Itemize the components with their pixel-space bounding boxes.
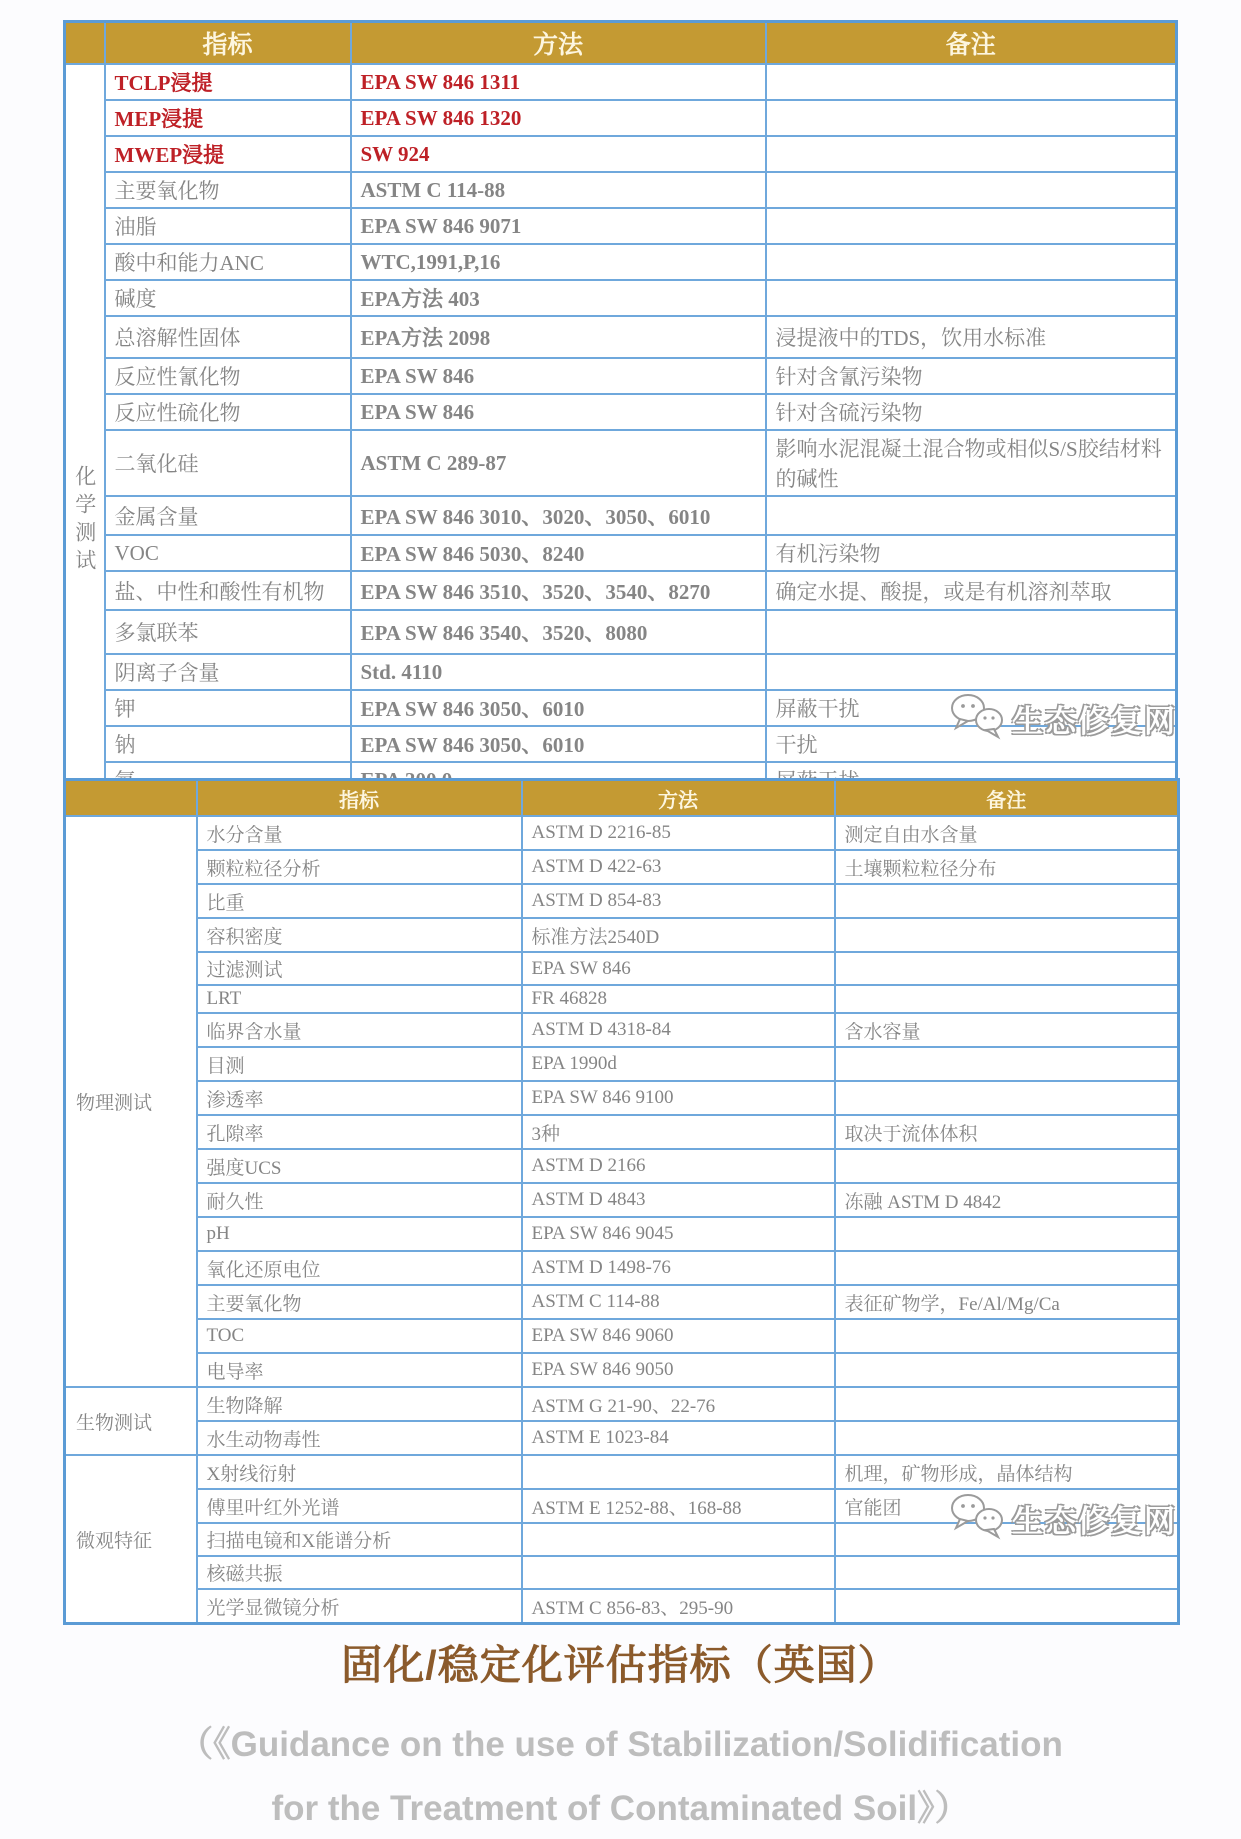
cell-method: ASTM C 114-88 xyxy=(351,172,766,208)
cell-note: 干扰 xyxy=(766,726,1177,762)
table-row xyxy=(65,1556,1179,1589)
cell-note xyxy=(835,1387,1179,1421)
cell-indicator: 强度UCS xyxy=(197,1149,522,1183)
cell-indicator: 主要氧化物 xyxy=(197,1285,522,1319)
table-row xyxy=(65,1319,1179,1353)
chemical-table-header xyxy=(65,22,1177,65)
table-row xyxy=(65,1081,1179,1115)
cell-indicator: 生物降解 xyxy=(197,1387,522,1421)
subtitle-line-2: for the Treatment of Contaminated Soil》） xyxy=(271,1789,970,1828)
cell-indicator: 孔隙率 xyxy=(197,1115,522,1149)
cell-note: 浸提液中的TDS，饮用水标准 xyxy=(766,316,1177,358)
cell-method: ASTM G 21-90、22-76 xyxy=(522,1387,835,1421)
cell-method: ASTM C 856-83、295-90 xyxy=(522,1589,835,1624)
cell-method: Std. 4110 xyxy=(351,654,766,690)
cell-indicator: 目测 xyxy=(197,1047,522,1081)
cell-indicator: 油脂 xyxy=(105,208,351,244)
cell-note xyxy=(766,208,1177,244)
cell-indicator: 光学显微镜分析 xyxy=(197,1589,522,1624)
table-row xyxy=(65,1489,1179,1523)
table-row xyxy=(65,1183,1179,1217)
cell-note xyxy=(835,1081,1179,1115)
cell-note xyxy=(766,172,1177,208)
table-row xyxy=(65,244,1177,280)
cell-method: EPA方法 403 xyxy=(351,280,766,316)
cell-method: ASTM D 854-83 xyxy=(522,884,835,918)
cell-method: EPA SW 846 1311 xyxy=(351,64,766,100)
table-row xyxy=(65,610,1177,654)
cell-indicator: TOC xyxy=(197,1319,522,1353)
cell-note: 取决于流体体积 xyxy=(835,1115,1179,1149)
cell-note xyxy=(766,654,1177,690)
cell-indicator: 酸中和能力ANC xyxy=(105,244,351,280)
subtitle-line-1: （《Guidance on the use of Stabilization/Solidification xyxy=(178,1725,1063,1764)
cell-method: ASTM E 1252-88、168-88 xyxy=(522,1489,835,1523)
cell-method: EPA SW 846 3010、3020、3050、6010 xyxy=(351,496,766,535)
header-indicator: 指标 xyxy=(105,22,351,65)
physical-table-header xyxy=(65,780,1179,817)
cell-indicator: 阴离子含量 xyxy=(105,654,351,690)
cell-note xyxy=(835,1589,1179,1624)
cell-method: EPA SW 846 9060 xyxy=(522,1319,835,1353)
cell-indicator: 多氯联苯 xyxy=(105,610,351,654)
cell-note xyxy=(766,100,1177,136)
cell-indicator: 水生动物毒性 xyxy=(197,1421,522,1455)
cell-note xyxy=(835,952,1179,985)
cell-indicator: 反应性硫化物 xyxy=(105,394,351,430)
cell-method: EPA SW 846 9071 xyxy=(351,208,766,244)
cell-indicator: 钠 xyxy=(105,726,351,762)
table-row xyxy=(65,358,1177,394)
cell-note xyxy=(835,1047,1179,1081)
table-row xyxy=(65,850,1179,884)
table-row xyxy=(65,884,1179,918)
cell-method: WTC,1991,P,16 xyxy=(351,244,766,280)
cell-note xyxy=(835,1523,1179,1556)
cell-indicator: 总溶解性固体 xyxy=(105,316,351,358)
cell-note xyxy=(835,1556,1179,1589)
cell-note: 官能团 xyxy=(835,1489,1179,1523)
table-row xyxy=(65,654,1177,690)
cell-method: ASTM D 4843 xyxy=(522,1183,835,1217)
cell-method: EPA SW 846 3510、3520、3540、8270 xyxy=(351,571,766,610)
table-row xyxy=(65,316,1177,358)
table-row xyxy=(65,816,1179,850)
table-row xyxy=(65,918,1179,952)
table-row xyxy=(65,1523,1179,1556)
table-row xyxy=(65,172,1177,208)
cell-note: 表征矿物学，Fe/Al/Mg/Ca xyxy=(835,1285,1179,1319)
table-row xyxy=(65,952,1179,985)
cell-note xyxy=(766,244,1177,280)
header-indicator: 指标 xyxy=(197,780,522,817)
cell-note: 屏蔽干扰 xyxy=(766,690,1177,726)
cell-note xyxy=(766,136,1177,172)
table-row xyxy=(65,136,1177,172)
table-row xyxy=(65,1047,1179,1081)
cell-indicator: 渗透率 xyxy=(197,1081,522,1115)
table-row xyxy=(65,1217,1179,1251)
cell-method: EPA 1990d xyxy=(522,1047,835,1081)
table-row xyxy=(65,430,1177,496)
cell-indicator: 耐久性 xyxy=(197,1183,522,1217)
cell-method: EPA SW 846 5030、8240 xyxy=(351,535,766,571)
table-row xyxy=(65,1589,1179,1624)
cell-method: EPA SW 846 xyxy=(522,952,835,985)
table-row xyxy=(65,985,1179,1013)
cell-note: 针对含硫污染物 xyxy=(766,394,1177,430)
cell-indicator: TCLP浸提 xyxy=(105,64,351,100)
cell-note: 土壤颗粒粒径分布 xyxy=(835,850,1179,884)
cell-method: EPA SW 846 3050、6010 xyxy=(351,690,766,726)
header-method: 方法 xyxy=(351,22,766,65)
header-corner-cell xyxy=(65,780,197,817)
table-row xyxy=(65,535,1177,571)
table-row xyxy=(65,208,1177,244)
physical-table-body xyxy=(65,816,1179,1624)
cell-indicator: MWEP浸提 xyxy=(105,136,351,172)
cell-indicator: VOC xyxy=(105,535,351,571)
cell-method: EPA SW 846 1320 xyxy=(351,100,766,136)
cell-indicator: 过滤测试 xyxy=(197,952,522,985)
cell-indicator: pH xyxy=(197,1217,522,1251)
header-note: 备注 xyxy=(835,780,1179,817)
table-row xyxy=(65,1421,1179,1455)
table-row xyxy=(65,726,1177,762)
cell-indicator: 扫描电镜和X能谱分析 xyxy=(197,1523,522,1556)
cell-method: 3种 xyxy=(522,1115,835,1149)
cell-method: EPA SW 846 9100 xyxy=(522,1081,835,1115)
table-row xyxy=(65,1115,1179,1149)
table-row xyxy=(65,394,1177,430)
header-corner-cell xyxy=(65,22,105,65)
cell-indicator: 傅里叶红外光谱 xyxy=(197,1489,522,1523)
table-row xyxy=(65,690,1177,726)
cell-note xyxy=(835,918,1179,952)
cell-method: EPA SW 846 3540、3520、8080 xyxy=(351,610,766,654)
cell-indicator: LRT xyxy=(197,985,522,1013)
cell-indicator: 反应性氰化物 xyxy=(105,358,351,394)
cell-note: 测定自由水含量 xyxy=(835,816,1179,850)
cell-note: 影响水泥混凝土混合物或相似S/S胶结材料的碱性 xyxy=(766,430,1177,496)
cell-method xyxy=(522,1523,835,1556)
cell-indicator: 二氧化硅 xyxy=(105,430,351,496)
cell-method: ASTM D 4318-84 xyxy=(522,1013,835,1047)
table-row xyxy=(65,571,1177,610)
cell-indicator: 主要氧化物 xyxy=(105,172,351,208)
cell-method: 标准方法2540D xyxy=(522,918,835,952)
header-note: 备注 xyxy=(766,22,1177,65)
cell-method: ASTM C 114-88 xyxy=(522,1285,835,1319)
table-row xyxy=(65,1251,1179,1285)
cell-method: EPA SW 846 xyxy=(351,358,766,394)
table-row xyxy=(65,100,1177,136)
cell-method: ASTM E 1023-84 xyxy=(522,1421,835,1455)
cell-method: EPA SW 846 3050、6010 xyxy=(351,726,766,762)
cell-method: ASTM C 289-87 xyxy=(351,430,766,496)
cell-note xyxy=(835,985,1179,1013)
table-row xyxy=(65,1013,1179,1047)
cell-indicator: 容积密度 xyxy=(197,918,522,952)
cell-note: 有机污染物 xyxy=(766,535,1177,571)
cell-method: ASTM D 422-63 xyxy=(522,850,835,884)
cell-note xyxy=(835,1149,1179,1183)
cell-method: SW 924 xyxy=(351,136,766,172)
cell-indicator: MEP浸提 xyxy=(105,100,351,136)
cell-method xyxy=(522,1455,835,1489)
table-row xyxy=(65,1455,1179,1489)
page-subtitle xyxy=(0,1713,1241,1839)
cell-method: EPA SW 846 9045 xyxy=(522,1217,835,1251)
cell-note: 含水容量 xyxy=(835,1013,1179,1047)
cell-method: FR 46828 xyxy=(522,985,835,1013)
cell-indicator: 钾 xyxy=(105,690,351,726)
cell-method: EPA SW 846 xyxy=(351,394,766,430)
cell-note xyxy=(766,280,1177,316)
group-label-chemical: 化学测试 xyxy=(65,64,105,979)
table-row xyxy=(65,496,1177,535)
table-row xyxy=(65,1353,1179,1387)
cell-note xyxy=(835,1319,1179,1353)
cell-method xyxy=(522,1556,835,1589)
cell-note xyxy=(835,1421,1179,1455)
header-method: 方法 xyxy=(522,780,835,817)
cell-note: 机理，矿物形成，晶体结构 xyxy=(835,1455,1179,1489)
cell-indicator: 颗粒粒径分析 xyxy=(197,850,522,884)
watermark-text: 生态修复网 xyxy=(1012,1504,1177,1539)
cell-method: ASTM D 1498-76 xyxy=(522,1251,835,1285)
cell-note xyxy=(835,1251,1179,1285)
cell-indicator: 比重 xyxy=(197,884,522,918)
table-row xyxy=(65,1387,1179,1421)
cell-note xyxy=(835,1217,1179,1251)
group-label: 生物测试 xyxy=(65,1387,197,1455)
cell-indicator: 金属含量 xyxy=(105,496,351,535)
cell-method: ASTM D 2216-85 xyxy=(522,816,835,850)
cell-indicator: 碱度 xyxy=(105,280,351,316)
cell-note: 确定水提、酸提，或是有机溶剂萃取 xyxy=(766,571,1177,610)
cell-indicator: 临界含水量 xyxy=(197,1013,522,1047)
cell-indicator: 水分含量 xyxy=(197,816,522,850)
cell-indicator: 盐、中性和酸性有机物 xyxy=(105,571,351,610)
cell-method: EPA SW 846 9050 xyxy=(522,1353,835,1387)
group-label: 物理测试 xyxy=(65,816,197,1387)
table-row xyxy=(65,1285,1179,1319)
cell-note xyxy=(835,1353,1179,1387)
cell-note xyxy=(835,884,1179,918)
table-row xyxy=(65,1149,1179,1183)
cell-note: 针对含氰污染物 xyxy=(766,358,1177,394)
cell-note xyxy=(766,496,1177,535)
cell-note xyxy=(766,64,1177,100)
physical-test-table xyxy=(63,778,1180,1625)
cell-indicator: 氧化还原电位 xyxy=(197,1251,522,1285)
footer-caption xyxy=(0,1632,1241,1839)
cell-method: ASTM D 2166 xyxy=(522,1149,835,1183)
cell-note xyxy=(766,610,1177,654)
cell-indicator: X射线衍射 xyxy=(197,1455,522,1489)
cell-method: EPA方法 2098 xyxy=(351,316,766,358)
watermark-text: 生态修复网 xyxy=(1012,704,1177,739)
page-title: 固化/稳定化评估指标（英国） xyxy=(341,1642,900,1688)
cell-indicator: 核磁共振 xyxy=(197,1556,522,1589)
cell-note: 冻融 ASTM D 4842 xyxy=(835,1183,1179,1217)
table-row xyxy=(65,64,1177,100)
table-row xyxy=(65,280,1177,316)
cell-indicator: 电导率 xyxy=(197,1353,522,1387)
group-label: 微观特征 xyxy=(65,1455,197,1624)
